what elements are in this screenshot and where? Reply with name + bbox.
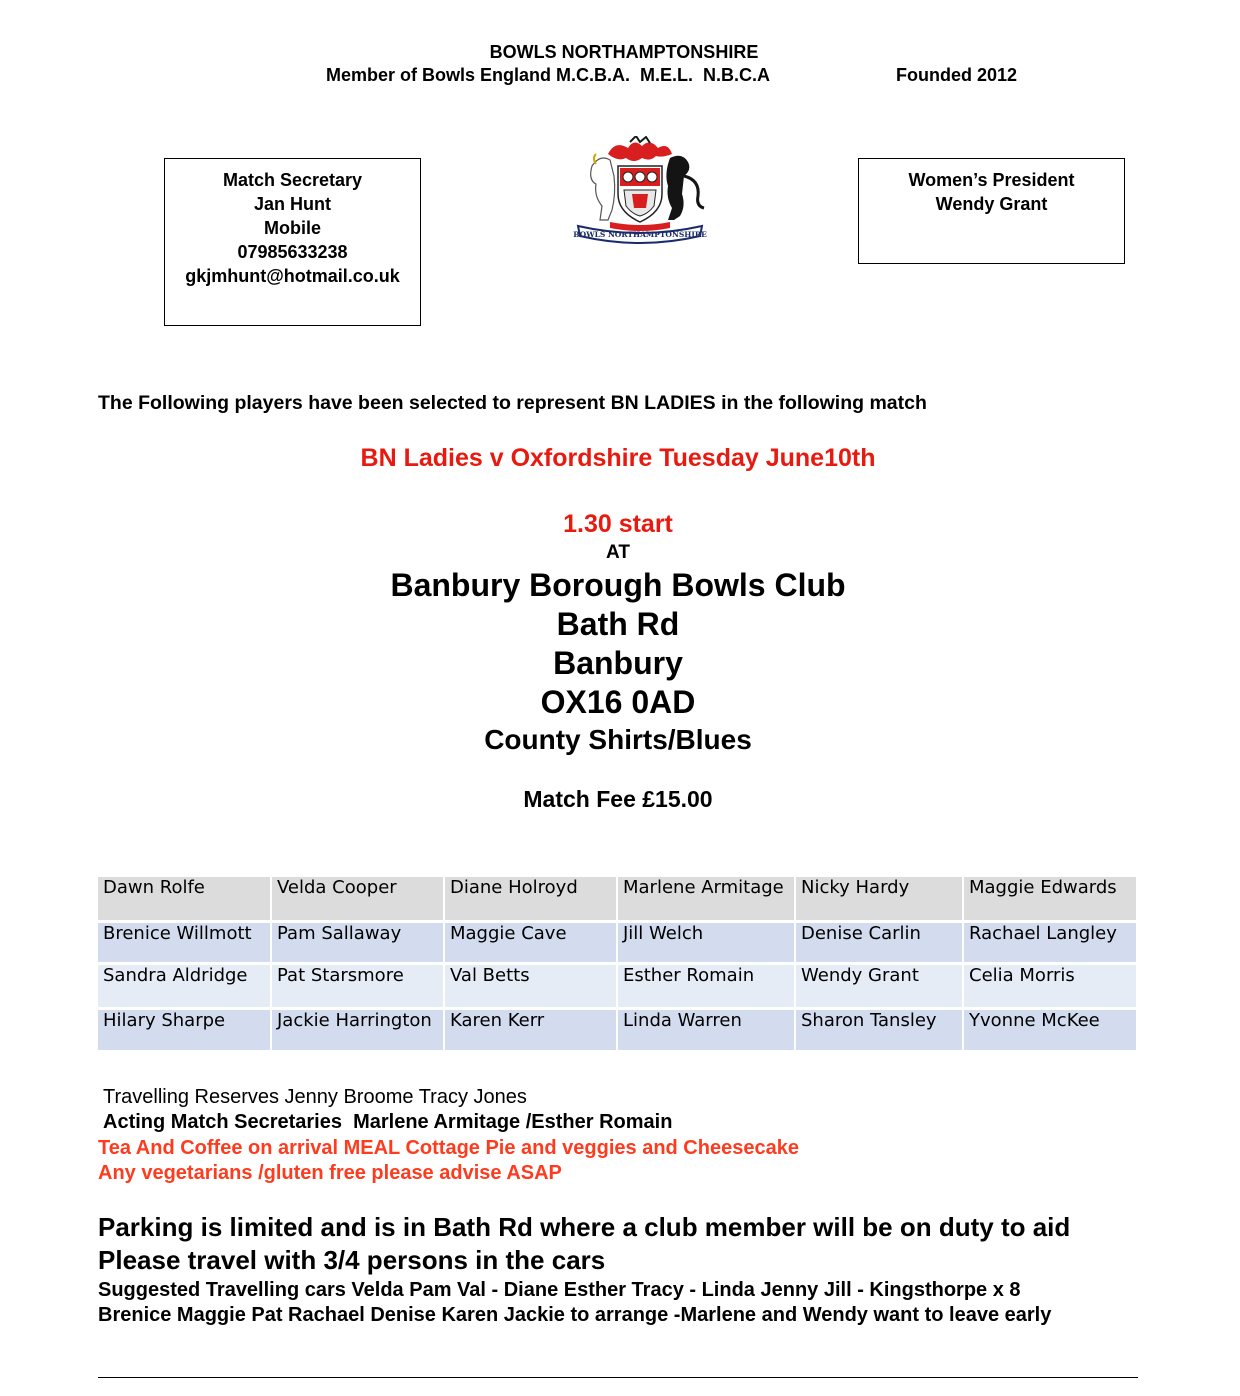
table-row (98, 877, 1136, 921)
suggested-cars-line-2: Brenice Maggie Pat Rachael Denise Karen Jackie to arrange -Marlene and Wendy want to leave early (98, 1304, 1052, 1326)
venue-town: Banbury (553, 645, 683, 681)
venue-street: Bath Rd (556, 606, 680, 642)
match-secretary-box (164, 158, 421, 326)
suggested-cars-line-1: Suggested Travelling cars Velda Pam Val - Diane Esther Tracy - Linda Jenny Jill - Kingsthorpe x 8 (98, 1279, 1021, 1301)
table-row (98, 921, 1136, 963)
meal-notice: Tea And Coffee on arrival MEAL Cottage Pie and veggies and Cheesecake (98, 1137, 799, 1159)
player-cell: Val Betts (444, 963, 617, 1008)
dietary-notice: Any vegetarians /gluten free please advise ASAP (98, 1162, 562, 1184)
player-cell: Dawn Rolfe (98, 877, 271, 921)
player-cell: Marlene Armitage (617, 877, 795, 921)
table-row (98, 963, 1136, 1008)
player-cell: Denise Carlin (795, 921, 963, 963)
org-name: BOWLS NORTHAMPTONSHIRE (489, 42, 759, 62)
match-fee: Match Fee £15.00 (523, 786, 713, 812)
acting-secretaries: Acting Match Secretaries Marlene Armitage /Esther Romain (103, 1111, 673, 1133)
match-title: BN Ladies v Oxfordshire Tuesday June10th (360, 444, 876, 472)
membership-line: Member of Bowls England M.C.B.A. M.E.L. N.B.C.A (326, 65, 771, 85)
crest-banner-text: BOWLS NORTHAMPTONSHIRE (573, 230, 707, 239)
county-crest-logo (570, 136, 710, 244)
footer-divider (98, 1377, 1138, 1378)
venue-postcode: OX16 0AD (540, 684, 696, 720)
player-cell: Maggie Cave (444, 921, 617, 963)
player-cell: Brenice Willmott (98, 921, 271, 963)
player-cell: Hilary Sharpe (98, 1008, 271, 1050)
player-cell: Nicky Hardy (795, 877, 963, 921)
secretary-name: Jan Hunt (253, 194, 331, 214)
player-cell: Yvonne McKee (963, 1008, 1136, 1050)
secretary-phone-label: Mobile (264, 218, 321, 238)
start-time: 1.30 start (563, 510, 673, 538)
president-name: Wendy Grant (935, 194, 1048, 214)
player-cell: Esther Romain (617, 963, 795, 1008)
player-cell: Linda Warren (617, 1008, 795, 1050)
founded-year: Founded 2012 (896, 65, 1018, 85)
selection-intro: The Following players have been selected to represent BN LADIES in the following match (98, 392, 927, 414)
player-cell: Diane Holroyd (444, 877, 617, 921)
president-role: Women’s President (908, 170, 1075, 190)
player-cell: Pat Starsmore (271, 963, 444, 1008)
player-cell: Pam Sallaway (271, 921, 444, 963)
venue-name: Banbury Borough Bowls Club (390, 567, 846, 603)
player-cell: Sandra Aldridge (98, 963, 271, 1008)
player-cell: Karen Kerr (444, 1008, 617, 1050)
secretary-role: Match Secretary (222, 170, 363, 190)
player-cell: Jackie Harrington (271, 1008, 444, 1050)
at-label: AT (606, 542, 630, 563)
player-cell: Celia Morris (963, 963, 1136, 1008)
player-cell: Maggie Edwards (963, 877, 1136, 921)
table-row (98, 1008, 1136, 1050)
player-cell: Jill Welch (617, 921, 795, 963)
travelling-reserves: Travelling Reserves Jenny Broome Tracy Jones (103, 1086, 527, 1108)
parking-notice: Parking is limited and is in Bath Rd where a club member will be on duty to aid (98, 1212, 1071, 1242)
player-cell: Wendy Grant (795, 963, 963, 1008)
player-cell: Sharon Tansley (795, 1008, 963, 1050)
secretary-email: gkjmhunt@hotmail.co.uk (185, 266, 400, 286)
dress-code: County Shirts/Blues (484, 724, 752, 755)
player-cell: Velda Cooper (271, 877, 444, 921)
players-table (98, 877, 1136, 1050)
car-share-notice: Please travel with 3/4 persons in the cars (98, 1245, 606, 1275)
player-cell: Rachael Langley (963, 921, 1136, 963)
secretary-phone: 07985633238 (237, 242, 348, 262)
womens-president-box (858, 158, 1125, 264)
